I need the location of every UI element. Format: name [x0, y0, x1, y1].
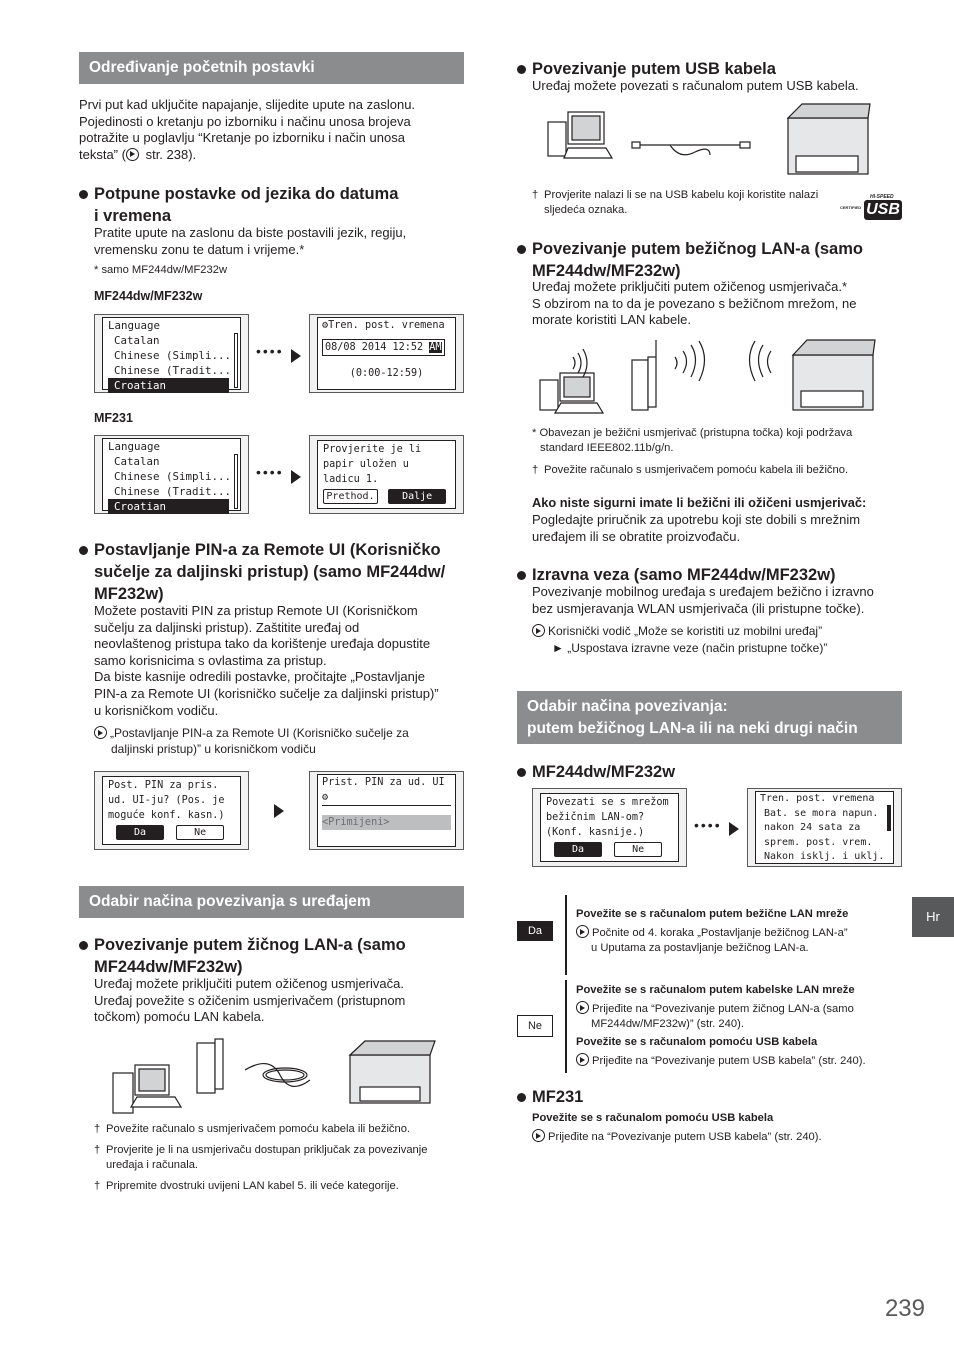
language-screen-1: Language Catalan Chinese (Simpli... Chinese (Tradit... Croatian	[94, 314, 249, 393]
section-header-connection: Odabir načina povezivanja s uređajem	[79, 886, 464, 918]
heading-mf231: MF231	[517, 1086, 907, 1108]
no-ref-2: Prijeđite na “Povezivanje putem USB kabela” (str. 240).	[576, 1053, 906, 1069]
scrollbar	[887, 805, 891, 831]
heading-wireless-lan: Povezivanje putem bežičnog LAN-a (samo MF244dw/MF232w)	[517, 238, 907, 282]
no-ref-1: Prijeđite na “Povezivanje putem žičnog LAN-a (samo MF244dw/MF232w)” (str. 240).	[576, 1001, 906, 1032]
branch-line	[565, 980, 567, 1073]
gear-icon: ⚙	[322, 320, 329, 331]
branch-line	[565, 895, 567, 975]
model-label-1: MF244dw/MF232w	[94, 289, 203, 303]
connect-wireless-screen: Povezati se s mrežom bežičnim LAN-om? (Konf. kasnije.) Da Ne	[532, 788, 687, 867]
next-button: Dalje	[388, 489, 446, 504]
flow-arrow	[274, 804, 284, 818]
heading-direct-connection: Izravna veza (samo MF244dw/MF232w)	[517, 564, 907, 586]
pin-apply-screen: Prist. PIN za ud. UI ⚙ <Primijeni>	[309, 771, 464, 850]
section-header-initial-settings: Određivanje početnih postavki	[79, 52, 464, 84]
unsure-heading: Ako niste sigurni imate li bežični ili ožičeni usmjerivač:	[532, 495, 867, 510]
intro-text: Prvi put kad uključite napajanje, slijedite upute na zaslonu. Pojedinosti o kretanju po izborniku i načinu unosa brojeva potražite u poglavlju “Kretanje po izborniku i način unosa teksta” ( str. 238).	[79, 97, 416, 162]
direct-ref: Korisnički vodič „Može se koristiti uz mobilni uređaj” ► „Uspostava izravne veze (način pristupne točke)”	[532, 623, 912, 656]
heading-mf244dw: MF244dw/MF232w	[517, 761, 907, 783]
no-button: Ne	[614, 842, 662, 857]
yes-button: Da	[116, 825, 164, 840]
model-label-2: MF231	[94, 411, 133, 425]
heading-usb: Povezivanje putem USB kabela	[517, 58, 907, 80]
wired-lan-illustration	[105, 1035, 445, 1115]
usb-illustration	[540, 100, 875, 180]
wired-note-3: † Pripremite dvostruki uvijeni LAN kabel 5. ili veće kategorije.	[94, 1179, 474, 1194]
prev-button: Prethod.	[323, 489, 378, 504]
flow-arrow	[291, 470, 301, 484]
yes-ref: Počnite od 4. koraka „Postavljanje bežičnog LAN-a” u Uputama za postavljanje bežičnog LAN-a.	[576, 925, 906, 956]
wireless-lan-illustration	[535, 335, 880, 417]
flow-dots: ••••	[256, 343, 284, 359]
unsure-text: Pogledajte priručnik za upotrebu koji ste dobili s mrežnim uređajem ili se obratite proizvođaču.	[532, 512, 861, 544]
reference-icon	[532, 624, 545, 637]
wired-lan-text: Uređaj možete priključiti putem ožičenog usmjerivača. Uređaj povežite s ožičenim usmjerivačem (pristupnom točkom) pomoću LAN kabela.	[94, 976, 406, 1025]
scrollbar	[234, 454, 238, 509]
reference-icon	[576, 1053, 589, 1066]
heading-wired-lan: Povezivanje putem žičnog LAN-a (samo MF244dw/MF232w)	[79, 934, 469, 978]
heading-remote-ui-pin: Postavljanje PIN-a za Remote UI (Korisničko sučelje za daljinski pristup) (samo MF244dw/ MF232w)	[79, 539, 474, 605]
flow-dots: ••••	[694, 817, 722, 833]
no-tag: Ne	[517, 1015, 553, 1037]
wireless-lan-text: Uređaj možete priključiti putem ožičenog usmjerivača.* S obzirom na to da je povezano s bežičnom mrežom, ne morate koristiti LAN kabele.	[532, 279, 857, 328]
usb-certified-logo: HI-SPEED CERTIFIED USB	[840, 194, 902, 220]
scrollbar	[234, 333, 238, 388]
no-heading-2: Povežite se s računalom pomoću USB kabela	[576, 1036, 818, 1048]
no-button: Ne	[176, 825, 224, 840]
mf231-heading: Povežite se s računalom pomoću USB kabela	[532, 1112, 774, 1124]
reference-icon	[532, 1129, 545, 1142]
yes-tag: Da	[517, 921, 553, 941]
time-settings-screen: Tren. post. vremena Bat. se mora napun. nakon 24 sata za sprem. post. vrem. Nakon isklj. i uklj.	[747, 788, 902, 867]
usb-note: † Provjerite nalazi li se na USB kabelu koji koristite nalazi sljedeća oznaka.	[532, 188, 842, 218]
page-number: 239	[884, 1295, 925, 1322]
section-header-connection-method: Odabir načina povezivanja: putem bežičnog LAN-a ili na neki drugi način	[517, 691, 902, 744]
no-heading-1: Povežite se s računalom putem kabelske LAN mreže	[576, 984, 855, 996]
flow-arrow	[729, 822, 739, 836]
remote-ui-ref: „Postavljanje PIN-a za Remote UI (Korisničko sučelje za daljinski pristup)” u korisničkom vodiču	[94, 725, 469, 757]
reference-icon	[126, 148, 139, 161]
yes-heading: Povežite se s računalom putem bežične LAN mreže	[576, 908, 849, 920]
pin-screen: Post. PIN za pris. ud. UI-ju? (Pos. je moguće konf. kasn.) Da Ne	[94, 771, 249, 850]
paper-check-screen: Provjerite je li papir uložen u ladicu 1. Prethod. Dalje	[309, 435, 464, 514]
pin-input-icon: ⚙	[322, 790, 451, 806]
remote-ui-text: Možete postaviti PIN za pristup Remote UI (Korisničkom sučelju za daljinski pristup). Zaštitite uređaj od neovlaštenog pristupa tako da korištenje uređaja dopustite samo korisnicima s ovlastima za pristup. Da biste kasnije odredili postavke, pročitajte „Postavljanje PIN-a za Remote UI (korisničko sučelje za daljinski pristup)” u korisničkom vodiču.	[94, 603, 439, 718]
wired-note-1: † Povežite računalo s usmjerivačem pomoću kabela ili bežično.	[94, 1122, 474, 1137]
reference-icon	[576, 925, 589, 938]
date-time-screen: ⚙Tren. post. vremena 08/08 2014 12:52 AM (0:00-12:59)	[309, 314, 464, 393]
mf231-ref: Prijeđite na “Povezivanje putem USB kabela” (str. 240).	[532, 1129, 902, 1145]
wireless-note-1: * Obavezan je bežični usmjerivač (pristupna točka) koji podržava standard IEEE802.11b/g/n.	[532, 427, 853, 454]
heading-full-settings: Potpune postavke od jezika do datuma i vremena	[79, 183, 469, 227]
full-settings-text: Pratite upute na zaslonu da biste postavili jezik, regiju, vremensku zonu te datum i vrijeme.*	[94, 225, 407, 257]
usb-text: Uređaj možete povezati s računalom putem USB kabela.	[532, 78, 859, 93]
yes-button: Da	[554, 842, 602, 857]
language-screen-2: Language Catalan Chinese (Simpli... Chinese (Tradit... Croatian	[94, 435, 249, 514]
reference-icon	[576, 1001, 589, 1014]
language-tab: Hr	[912, 897, 954, 937]
flow-dots: ••••	[256, 464, 284, 480]
wireless-note-2: † Povežite računalo s usmjerivačem pomoću kabela ili bežično.	[532, 463, 912, 478]
flow-arrow	[291, 349, 301, 363]
wired-note-2: † Provjerite je li na usmjerivaču dostupan priključak za povezivanje uređaja i računala.	[94, 1143, 474, 1173]
direct-text: Povezivanje mobilnog uređaja s uređajem bežično i izravno bez usmjeravanja WLAN usmjerivača (ili pristupne točke).	[532, 584, 874, 616]
reference-icon	[94, 726, 107, 739]
model-note: * samo MF244dw/MF232w	[94, 264, 228, 276]
